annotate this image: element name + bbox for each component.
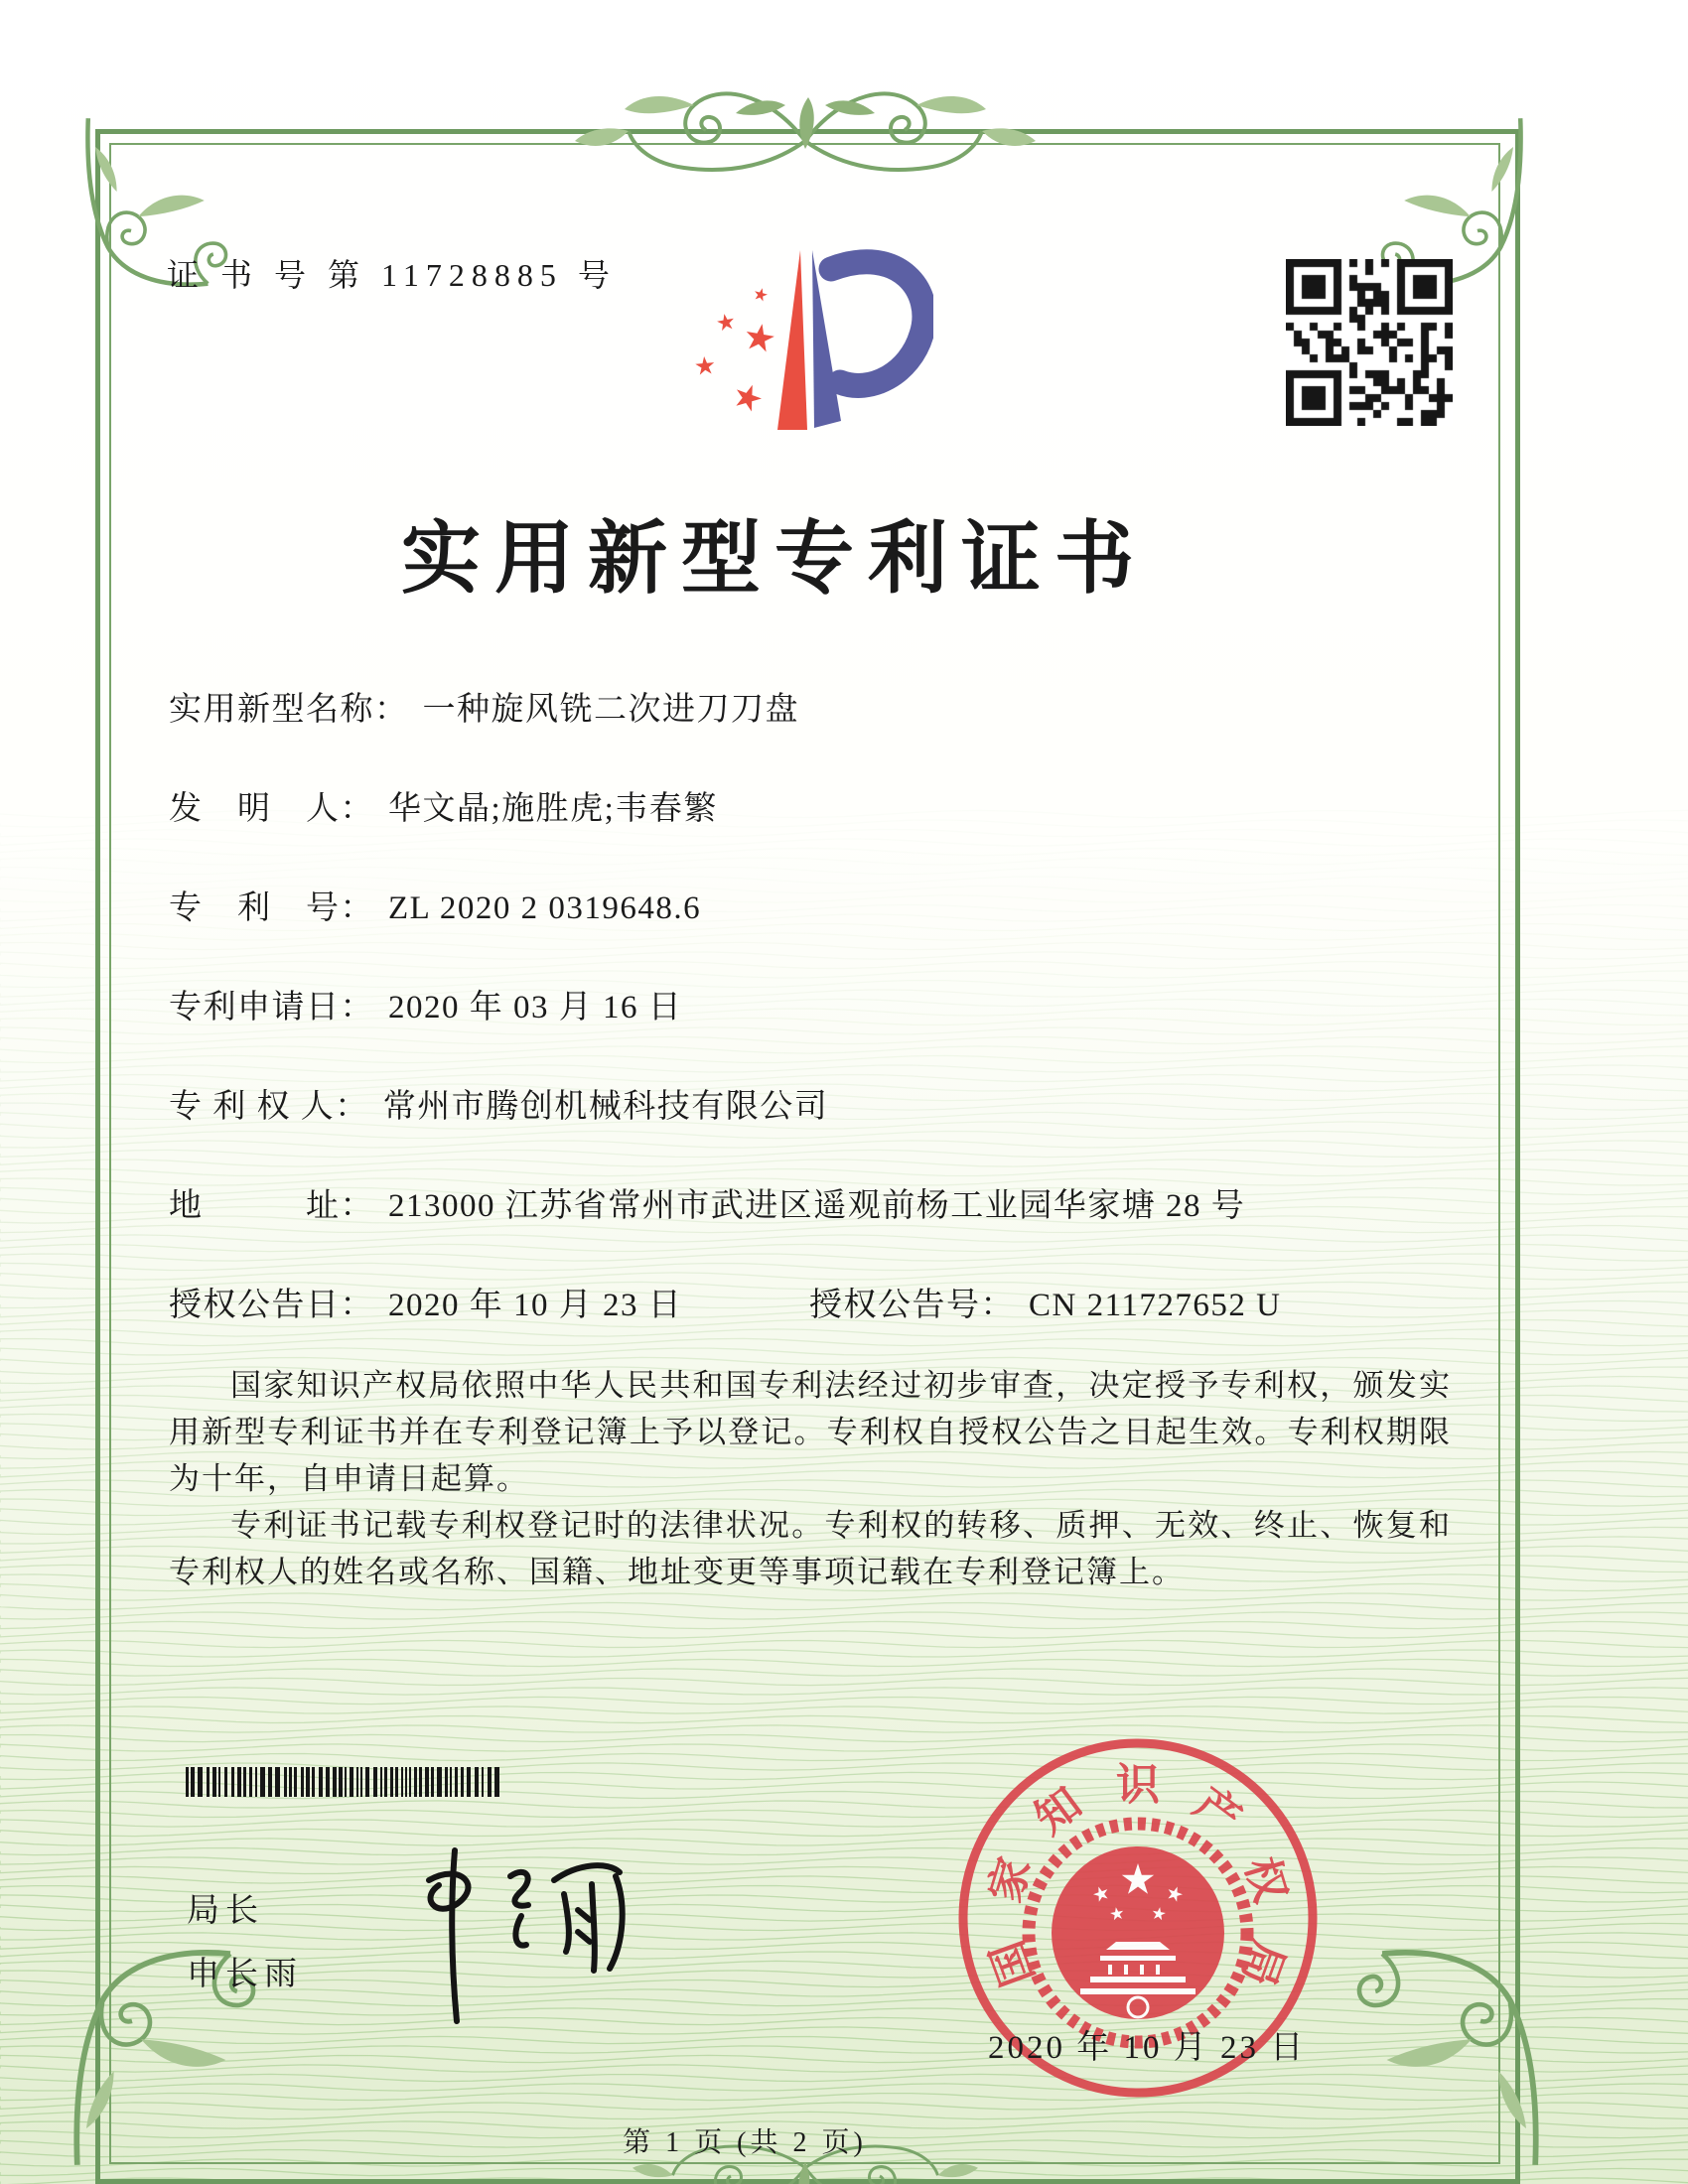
field-value: ZL 2020 2 0319648.6 bbox=[388, 890, 702, 926]
svg-text:国: 国 bbox=[982, 1934, 1044, 1992]
logo-p-bowl bbox=[831, 262, 924, 386]
seal-date: 2020 年 10 月 23 日 bbox=[988, 2030, 1307, 2066]
logo-stars bbox=[695, 288, 774, 411]
legal-paragraph-1: 国家知识产权局依照中华人民共和国专利法经过初步审查，决定授予专利权，颁发实用新型专利证书并在专利登记簿上予以登记。专利权自授权公告之日起生效。专利权期限为十年，自申请日起算。 bbox=[169, 1368, 1452, 1496]
field-value: 一种旋风铣二次进刀刀盘 bbox=[422, 692, 799, 728]
signer-title: 局长 bbox=[187, 1891, 264, 1928]
field-patentee bbox=[169, 1080, 828, 1127]
legal-text bbox=[169, 1362, 1452, 1595]
svg-text:家: 家 bbox=[980, 1851, 1041, 1908]
field-label: 专 利 号： bbox=[169, 890, 374, 926]
field-value: 华文晶;施胜虎;韦春繁 bbox=[388, 791, 718, 827]
field-address bbox=[169, 1179, 1245, 1226]
page-number: 第 1 页 (共 2 页) bbox=[623, 2127, 867, 2158]
svg-text:产: 产 bbox=[1185, 1778, 1250, 1844]
qr-code bbox=[1286, 259, 1453, 426]
svg-text:局: 局 bbox=[1232, 1934, 1294, 1992]
logo-red-wedge bbox=[777, 250, 807, 430]
field-label: 授权公告日： bbox=[169, 1288, 374, 1323]
field-label: 发 明 人： bbox=[169, 791, 374, 827]
svg-text:权: 权 bbox=[1235, 1851, 1296, 1908]
legal-paragraph-2: 专利证书记载专利权登记时的法律状况。专利权的转移、质押、无效、终止、恢复和专利权人的姓名或名称、国籍、地址变更等事项记载在专利登记簿上。 bbox=[169, 1508, 1452, 1589]
certificate-number: 证 书 号 第 11728885 号 bbox=[167, 257, 617, 293]
svg-text:识: 识 bbox=[1116, 1760, 1160, 1810]
barcode bbox=[186, 1767, 497, 1797]
signature-handwriting bbox=[365, 1829, 645, 2043]
field-value: 常州市腾创机械科技有限公司 bbox=[382, 1089, 829, 1125]
seal-national-emblem bbox=[1029, 1824, 1247, 2042]
field-value: 2020 年 10 月 23 日 bbox=[388, 1288, 683, 1323]
field-label: 专利申请日： bbox=[169, 990, 374, 1025]
field-label: 专 利 权 人： bbox=[169, 1089, 369, 1125]
field-inventors bbox=[169, 782, 718, 829]
svg-text:知: 知 bbox=[1026, 1778, 1091, 1844]
field-filing-date bbox=[169, 981, 682, 1027]
field-label: 授权公告号： bbox=[809, 1288, 1015, 1323]
cnipa-logo-icon bbox=[675, 236, 933, 447]
field-value: 2020 年 03 月 16 日 bbox=[388, 990, 683, 1025]
field-value: CN 211727652 U bbox=[1029, 1288, 1282, 1323]
field-utility-model-name bbox=[169, 683, 799, 730]
field-value: 213000 江苏省常州市武进区遥观前杨工业园华家塘 28 号 bbox=[388, 1188, 1246, 1224]
field-grant-date bbox=[169, 1279, 682, 1325]
field-grant-number bbox=[809, 1279, 1281, 1325]
signer-name: 申长雨 bbox=[187, 1955, 303, 1991]
field-label: 地 址： bbox=[169, 1188, 374, 1224]
field-patent-number bbox=[169, 882, 701, 928]
field-label: 实用新型名称： bbox=[169, 692, 409, 728]
certificate-title: 实用新型专利证书 bbox=[401, 516, 1148, 604]
